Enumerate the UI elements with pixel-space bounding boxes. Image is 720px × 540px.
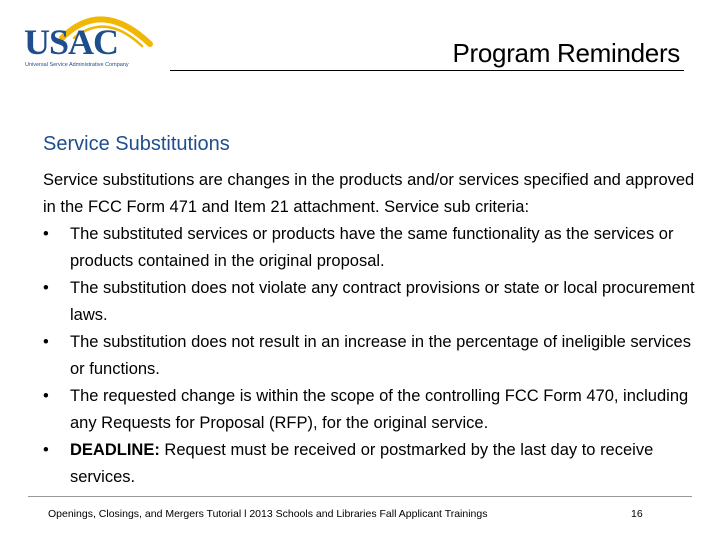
list-item-text: Request must be received or postmarked by the last day to receive services. [70, 441, 654, 486]
page-number: 16 [631, 508, 643, 520]
logo-tagline: Universal Service Administrative Company [25, 62, 129, 68]
usac-logo [22, 8, 162, 68]
section-heading: Service Substitutions [43, 133, 230, 155]
intro-emphasis: specified [523, 171, 589, 189]
intro-text-end: and approved in the FCC Form 471 and Item 21 attachment. Service sub criteria: [43, 171, 695, 216]
logo-wordmark: USAC [24, 22, 119, 62]
footer-divider [28, 496, 692, 497]
list-item [43, 221, 703, 275]
intro-text-start: Service substitutions are changes in the products and/or services [43, 171, 524, 189]
bullet-icon: • [43, 387, 49, 405]
list-item [43, 329, 703, 383]
deadline-label: DEADLINE: [70, 441, 160, 459]
bullet-icon: • [43, 333, 49, 351]
footer-text: Openings, Closings, and Mergers Tutorial l 2013 Schools and Libraries Fall Applicant Trainings [48, 508, 488, 520]
intro-paragraph [43, 167, 703, 221]
slide-body [43, 167, 703, 491]
list-item [43, 437, 703, 491]
criteria-list [43, 221, 703, 491]
bullet-icon: • [43, 225, 49, 243]
list-item-text: The substituted services or products have the same functionality as the services or products contained in the original proposal. [70, 225, 674, 270]
list-item-text: The substitution does not violate any contract provisions or state or local procurement laws. [70, 279, 695, 324]
bullet-icon: • [43, 441, 49, 459]
list-item-text: The substitution does not result in an increase in the percentage of ineligible services or functions. [70, 333, 691, 378]
list-item [43, 275, 703, 329]
title-divider [170, 70, 684, 71]
list-item-text: The requested change is within the scope of the controlling FCC Form 470, including any Requests for Proposal (RFP), for the original service. [70, 387, 689, 432]
list-item [43, 383, 703, 437]
page-title: Program Reminders [452, 38, 680, 68]
bullet-icon: • [43, 279, 49, 297]
